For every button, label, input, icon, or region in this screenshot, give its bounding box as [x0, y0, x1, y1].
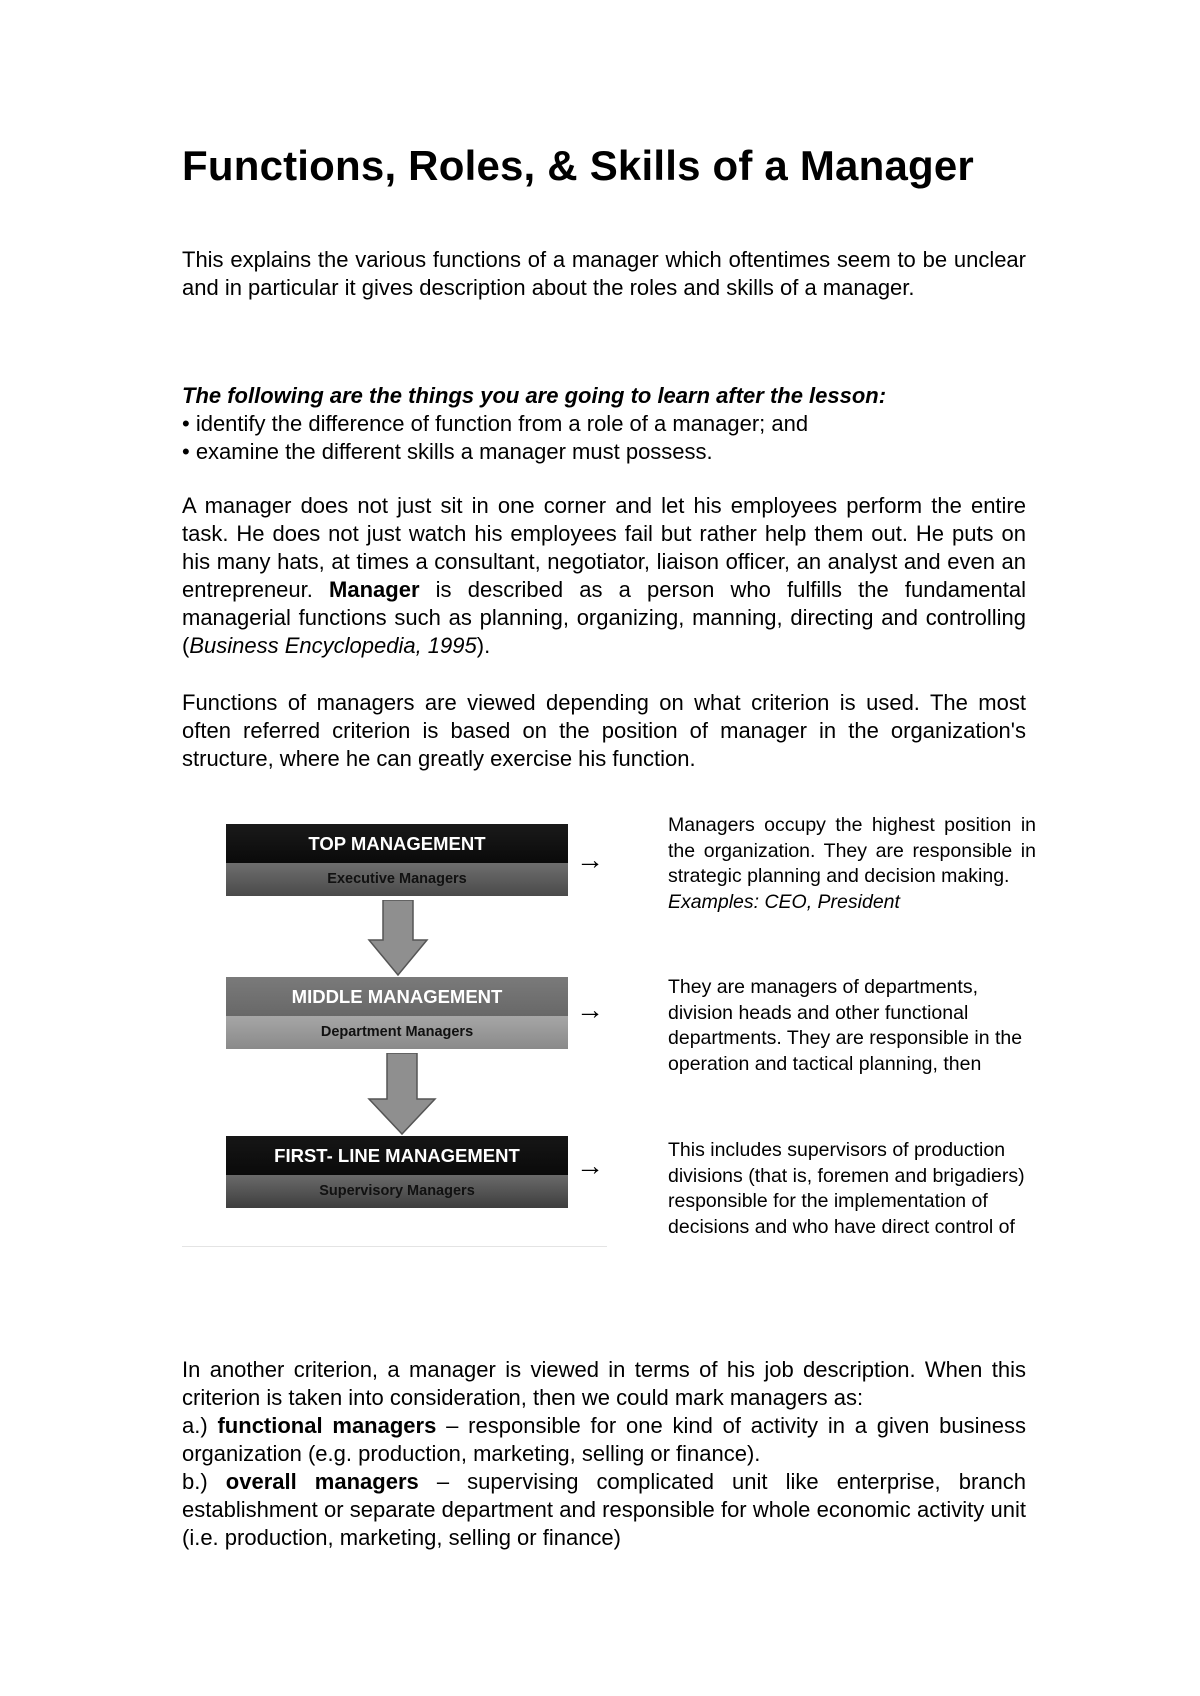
level-subtitle: Supervisory Managers — [226, 1175, 568, 1208]
right-arrow-icon: → — [576, 844, 604, 875]
down-arrow-icon — [367, 900, 429, 976]
functions-paragraph: Functions of managers are viewed depending on what criterion is used. The most often referred criterion is based on the position of manager in the organization's structure, where he can greatly exercise his function. — [182, 690, 1026, 771]
middle-management-box — [226, 977, 568, 1049]
examples-text: Examples: CEO, President — [668, 890, 900, 913]
item-label: a.) — [182, 1413, 218, 1438]
top-management-description — [668, 813, 1036, 915]
functional-managers-item — [182, 1412, 1026, 1468]
level-subtitle: Department Managers — [226, 1016, 568, 1049]
down-arrow-icon — [367, 1053, 437, 1135]
description-text: Managers occupy the highest position in the organization. They are responsible in strategic planning and decision making. — [668, 814, 1036, 887]
item-text: – responsible for one kind of activity in a given business organization (e.g. production, marketing, selling or finance). — [182, 1413, 1027, 1466]
item-label: b.) — [182, 1469, 226, 1494]
item-term: functional managers — [217, 1413, 437, 1438]
management-hierarchy-diagram — [182, 800, 612, 1250]
first-line-management-box — [226, 1136, 568, 1208]
top-management-box — [226, 824, 568, 896]
objective-item: • identify the difference of function from a role of a manager; and — [182, 411, 809, 436]
learning-objectives — [182, 382, 1026, 466]
middle-management-description — [668, 975, 1036, 1077]
first-line-management-description: This includes supervisors of production divisions (that is, foremen and brigadiers) responsible for the implementation of decisions and who have direct control of — [668, 1139, 1025, 1238]
diagram-divider — [182, 1246, 607, 1247]
objective-item: • examine the different skills a manager must possess. — [182, 439, 713, 464]
right-arrow-icon: → — [576, 994, 604, 1025]
objectives-heading: The following are the things you are going to learn after the lesson: — [182, 383, 887, 408]
item-term: overall managers — [225, 1469, 419, 1494]
item-text: – supervising complicated unit like enterprise, branch establishment or separate department and responsible for whole economic activity unit (i.e. production, marketing, selling or finance) — [182, 1469, 1026, 1550]
page-title: Functions, Roles, & Skills of a Manager — [182, 142, 974, 189]
citation: Business Encyclopedia, 1995 — [189, 633, 477, 658]
manager-text-middle: is described as a person who fulfills the fundamental managerial functions such as planning, organizing, manning, directing and controlling ( — [182, 577, 1026, 658]
overall-managers-item — [182, 1468, 1026, 1552]
criterion-section — [182, 1356, 1026, 1552]
description-text: operation and tactical planning, then — [668, 1052, 982, 1075]
manager-definition-paragraph — [182, 492, 1026, 660]
manager-term: Manager — [329, 577, 420, 602]
description-text: They are managers of departments, division heads and other functional departments. They are responsible in the — [668, 976, 1023, 1049]
level-title: TOP MANAGEMENT — [226, 824, 568, 863]
level-subtitle: Executive Managers — [226, 863, 568, 896]
level-title: FIRST- LINE MANAGEMENT — [226, 1136, 568, 1175]
level-title: MIDDLE MANAGEMENT — [226, 977, 568, 1016]
manager-text-after: ). — [476, 633, 491, 658]
criterion-intro: In another criterion, a manager is viewed in terms of his job description. When this criterion is taken into consideration, then we could mark managers as: — [182, 1357, 1026, 1410]
manager-text-before: A manager does not just sit in one corner and let his employees perform the entire task. He does not just watch his employees fail but rather help them out. He puts on his many hats, at times a consultant, negotiator, liaison officer, an analyst and even an entrepreneur. — [182, 493, 1026, 602]
intro-paragraph: This explains the various functions of a manager which oftentimes seem to be unclear and in particular it gives description about the roles and skills of a manager. — [182, 247, 1026, 300]
right-arrow-icon: → — [576, 1150, 604, 1181]
